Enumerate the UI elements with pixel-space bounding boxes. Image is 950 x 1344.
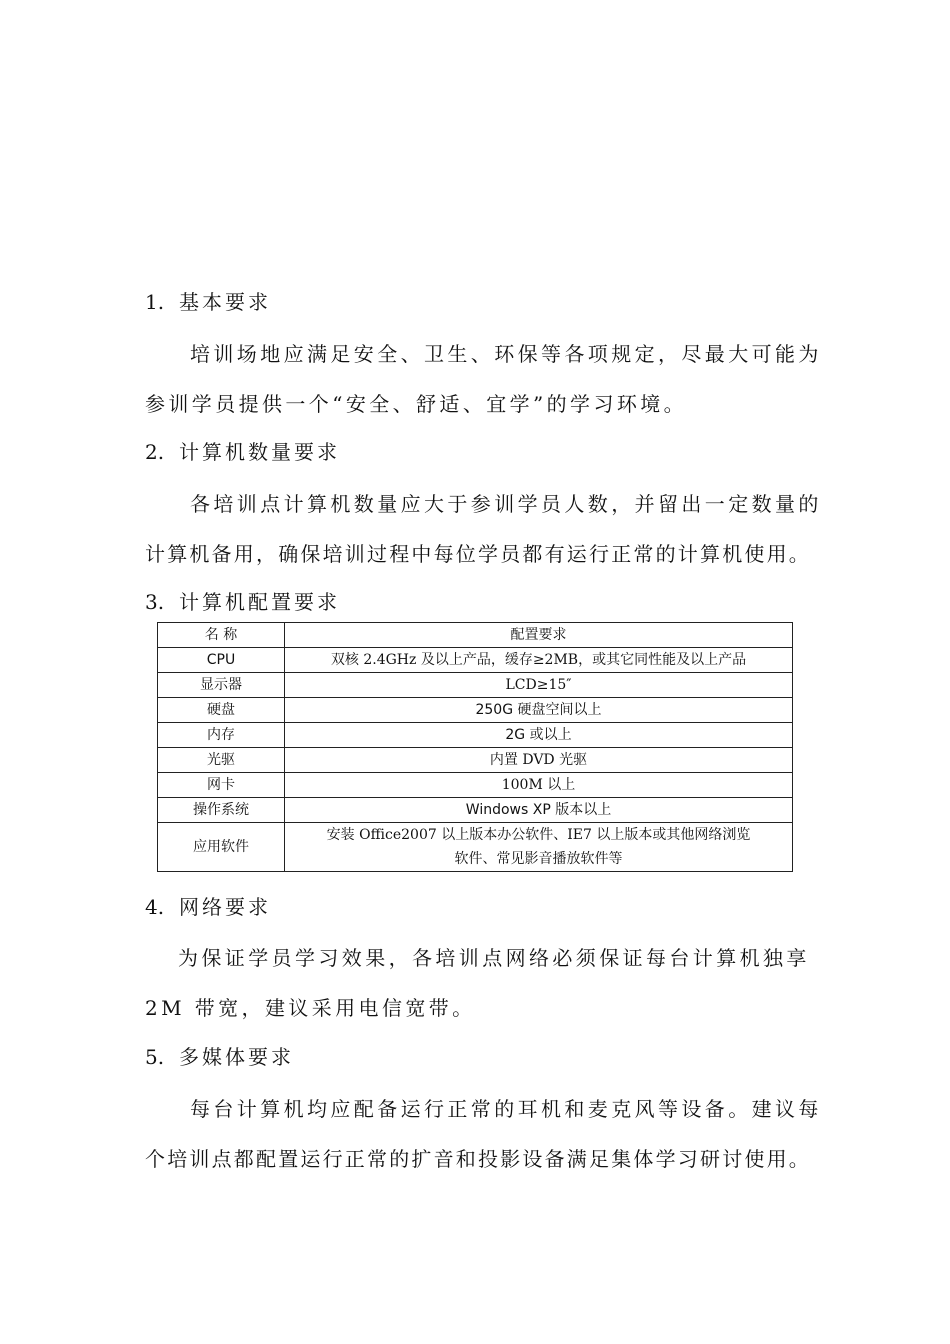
section-title: 基本要求	[179, 290, 271, 314]
section-heading-4	[145, 891, 271, 920]
table-row	[158, 773, 793, 798]
cell-requirement: LCD≥15″	[285, 673, 793, 698]
paragraph-line: 个培训点都配置运行正常的扩音和投影设备满足集体学习研讨使用。	[145, 1147, 811, 1171]
cell-name: CPU	[158, 648, 285, 673]
section-title: 多媒体要求	[179, 1045, 294, 1069]
cell-requirement: 100M 以上	[285, 773, 793, 798]
table-row	[158, 648, 793, 673]
section-number: 2.	[145, 440, 165, 464]
section-number: 1.	[145, 290, 165, 314]
cell-requirement: 双核 2.4GHz 及以上产品，缓存≥2MB，或其它同性能及以上产品	[285, 648, 793, 673]
paragraph-line: 每台计算机均应配备运行正常的耳机和麦克风等设备。建议每	[190, 1097, 822, 1121]
section-number: 3.	[145, 590, 165, 614]
section-heading-1	[145, 286, 271, 315]
table-row	[158, 723, 793, 748]
table-row	[158, 798, 793, 823]
section-heading-2	[145, 436, 340, 465]
paragraph-line: 计算机备用，确保培训过程中每位学员都有运行正常的计算机使用。	[145, 542, 811, 566]
cell-name: 操作系统	[158, 798, 285, 823]
cell-requirement: 内置 DVD 光驱	[285, 748, 793, 773]
cell-name: 显示器	[158, 673, 285, 698]
section-heading-3	[145, 586, 340, 615]
cell-name: 光驱	[158, 748, 285, 773]
cell-name: 应用软件	[158, 823, 285, 872]
section-title: 计算机配置要求	[179, 590, 340, 614]
header-cell-requirement: 配置要求	[285, 623, 793, 648]
section-number: 5.	[145, 1045, 165, 1069]
header-cell-name: 名 称	[158, 623, 285, 648]
cell-requirement	[285, 823, 793, 872]
table-row	[158, 673, 793, 698]
computer-spec-table	[157, 622, 793, 872]
table-row	[158, 698, 793, 723]
cell-name: 网卡	[158, 773, 285, 798]
table-row	[158, 748, 793, 773]
cell-requirement-line: 安装 Office2007 以上版本办公软件、IE7 以上版本或其他网络浏览	[326, 827, 751, 843]
cell-requirement: 250G 硬盘空间以上	[285, 698, 793, 723]
cell-requirement-line: 软件、常见影音播放软件等	[454, 851, 623, 867]
section-number: 4.	[145, 895, 165, 919]
paragraph-line: 各培训点计算机数量应大于参训学员人数，并留出一定数量的	[190, 492, 822, 516]
section-title: 计算机数量要求	[179, 440, 340, 464]
cell-name: 硬盘	[158, 698, 285, 723]
paragraph-line: 培训场地应满足安全、卫生、环保等各项规定，尽最大可能为	[190, 342, 822, 366]
table-row	[158, 823, 793, 872]
section-title: 网络要求	[179, 895, 271, 919]
paragraph-line: 2M 带宽，建议采用电信宽带。	[145, 996, 476, 1020]
cell-requirement: Windows XP 版本以上	[285, 798, 793, 823]
table-header-row	[158, 623, 793, 648]
cell-name: 内存	[158, 723, 285, 748]
section-heading-5	[145, 1041, 294, 1070]
paragraph-line: 为保证学员学习效果，各培训点网络必须保证每台计算机独享	[178, 946, 810, 970]
paragraph-line: 参训学员提供一个“安全、舒适、宜学”的学习环境。	[145, 392, 688, 416]
cell-requirement: 2G 或以上	[285, 723, 793, 748]
